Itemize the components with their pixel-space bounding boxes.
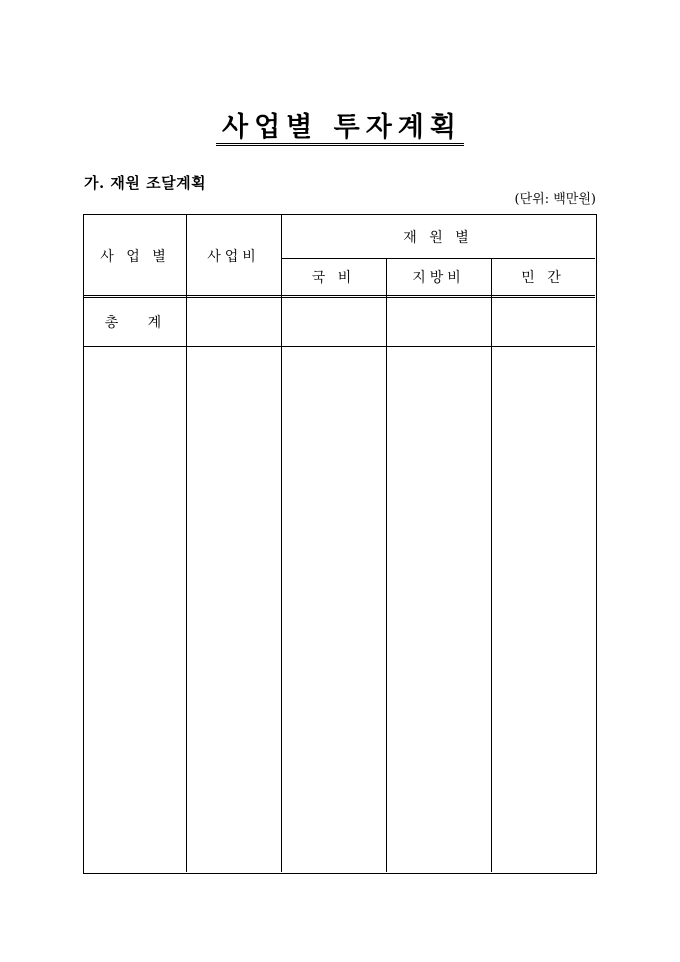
total-local-cell — [386, 298, 491, 346]
header-project: 사 업 별 — [100, 248, 170, 265]
header-private: 민 간 — [521, 270, 565, 286]
section-heading: 가. 재원 조달계획 — [84, 174, 207, 192]
total-label: 총 계 — [104, 315, 166, 331]
header-local: 지방비 — [412, 270, 465, 286]
unit-label: (단위: 백만원) — [514, 192, 596, 207]
total-cost-cell — [186, 298, 281, 346]
document-title-text: 사업별 투자계획 — [216, 113, 464, 146]
total-private-cell — [491, 298, 595, 346]
header-cost: 사업비 — [207, 248, 260, 265]
document-title — [0, 110, 680, 146]
table-body-empty — [84, 347, 595, 872]
total-national-cell — [281, 298, 386, 346]
header-national: 국 비 — [311, 270, 356, 286]
funding-table — [83, 214, 597, 874]
header-by-source: 재 원 별 — [403, 229, 473, 246]
